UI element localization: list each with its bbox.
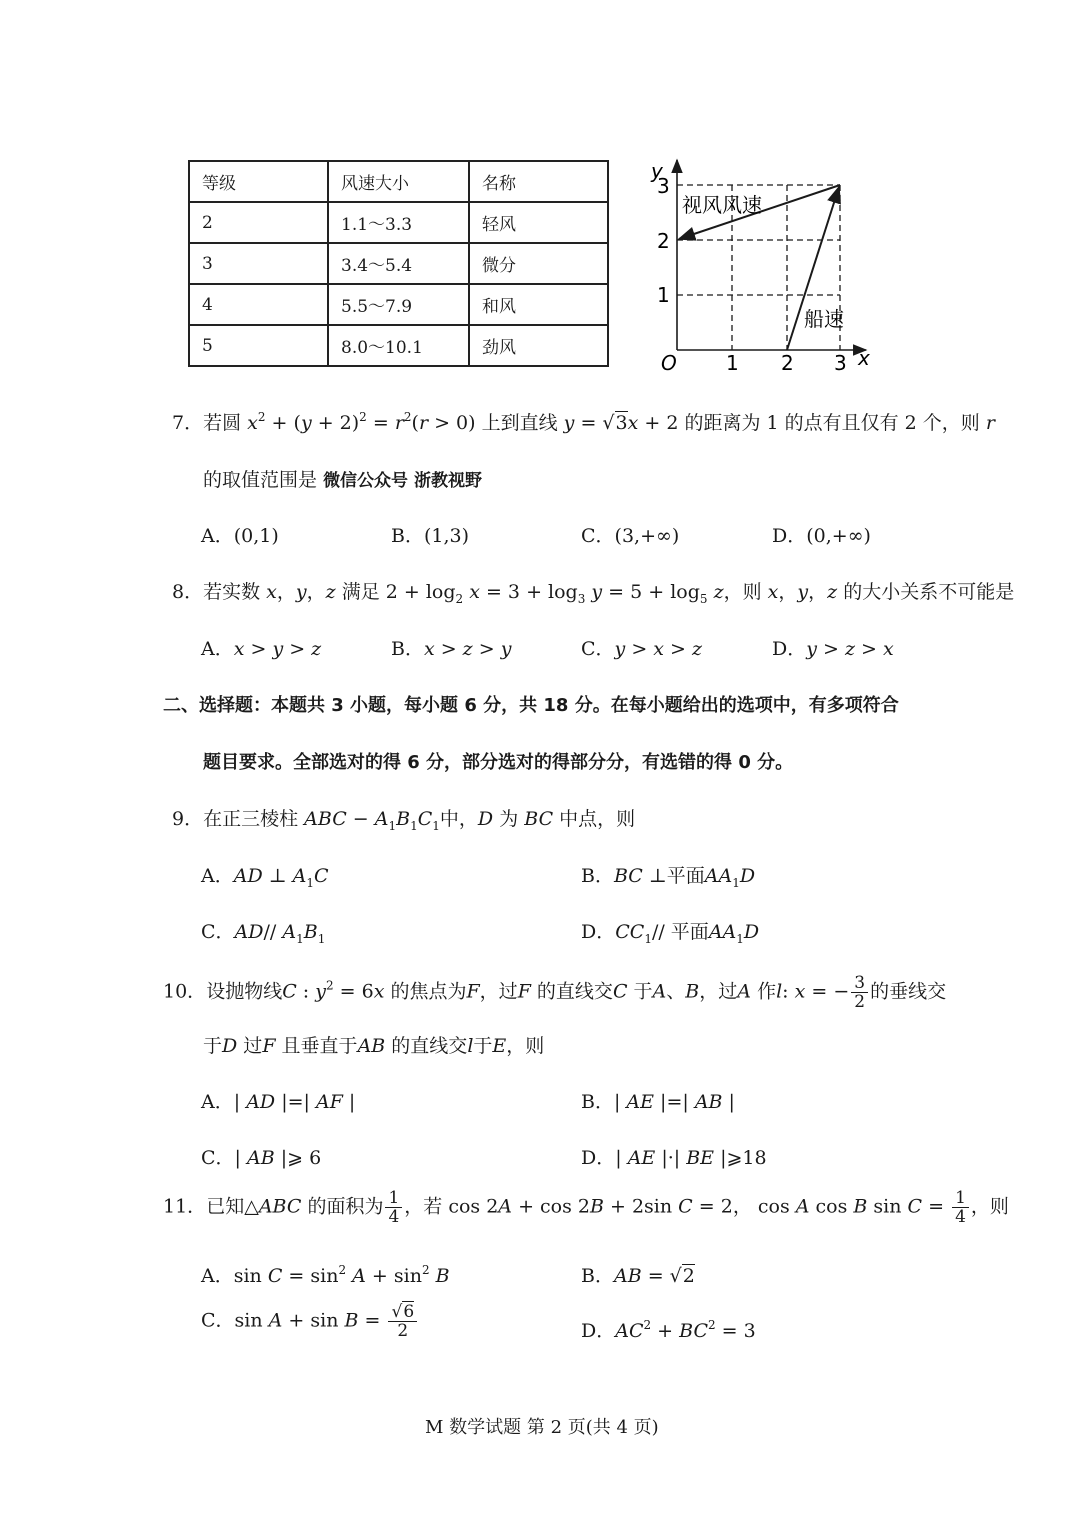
table-header-cell: 风速大小 bbox=[328, 161, 469, 202]
table-cell: 1.1～3.3 bbox=[328, 202, 469, 243]
table-cell: 2 bbox=[189, 202, 328, 243]
table-row bbox=[189, 284, 608, 325]
formula: y = √3x + 2 bbox=[563, 412, 679, 434]
y-tick-label: 1 bbox=[657, 283, 670, 307]
wind-scale-table bbox=[188, 160, 609, 367]
table-cell: 微分 bbox=[469, 243, 608, 284]
option: B．(1,3) bbox=[391, 525, 470, 547]
table-row bbox=[189, 325, 608, 366]
question-number: 7． bbox=[172, 412, 204, 434]
option: C．y > x > z bbox=[581, 638, 703, 660]
option: D．(0,+∞) bbox=[772, 525, 871, 547]
ship-speed-label: 船速 bbox=[804, 307, 844, 331]
option: C．AD// $A_1B_1$ bbox=[201, 921, 326, 946]
wind-vector-diagram bbox=[640, 150, 880, 390]
option: B．x > z > y bbox=[391, 638, 512, 660]
option: B．BC ⊥平面$AA_1D$ bbox=[581, 865, 756, 890]
table-cell: 劲风 bbox=[469, 325, 608, 366]
question-10-line-1: 10．设抛物线C : $y^2 = 6x$ 的焦点为F，过F 的直线交C 于A、B，过A 作l: x = − $\frac{3}{2}$ 的垂线交 bbox=[163, 973, 947, 1012]
table-row bbox=[189, 243, 608, 284]
table-cell: 和风 bbox=[469, 284, 608, 325]
x-axis-label: x bbox=[858, 346, 870, 370]
option: D．$AC^2 + BC^2 = 3$ bbox=[581, 1318, 756, 1342]
apparent-wind-label: 视风风速 bbox=[682, 193, 762, 217]
table-row bbox=[189, 202, 608, 243]
origin-label: O bbox=[661, 351, 677, 375]
table-cell: 4 bbox=[189, 284, 328, 325]
option: D．y > z > x bbox=[772, 638, 894, 660]
option: D．$CC_1//$ 平面$AA_1D$ bbox=[581, 921, 760, 946]
question-8-line-1: 8．若实数 x，y，z 满足 $2 + \log_2 x = 3 + \log_3 y = 5 + \log_5 z$，则 x，y，z 的大小关系不可能是 bbox=[172, 581, 1015, 606]
option: C．(3,+∞) bbox=[581, 525, 680, 547]
page-footer: M 数学试题 第 2 页(共 4 页) bbox=[425, 1417, 659, 1438]
question-number: 8． bbox=[172, 581, 204, 603]
table-header-row bbox=[189, 161, 608, 202]
question-7-line-2: 的取值范围是 微信公众号 浙教视野 bbox=[203, 469, 482, 491]
x-tick-label: 3 bbox=[834, 351, 847, 375]
question-7-line-1: 7．若圆 $x^2 + (y + 2)^2 = r^2(r > 0)$ 上到直线 y = √3x + 2 的距离为 1 的点有且仅有 2 个，则 r bbox=[172, 410, 995, 434]
option: B．AB = √2 bbox=[581, 1265, 695, 1287]
option: A．(0,1) bbox=[201, 525, 279, 547]
table-cell: 5.5～7.9 bbox=[328, 284, 469, 325]
question-number: 11． bbox=[163, 1195, 207, 1218]
option: A．$\sin C = \sin^2 A + \sin^2 B$ bbox=[201, 1263, 450, 1287]
question-11-line-1: 11．已知△ABC 的面积为 $\frac{1}{4}$ ，若 cos 2A + cos 2B + 2sin C = 2， cos A cos B sin C = $\frac{1}{4}$ ，则 bbox=[163, 1188, 1009, 1227]
table-header-cell: 等级 bbox=[189, 161, 328, 202]
option: C．| AB |⩾ 6 bbox=[201, 1147, 322, 1169]
watermark-text: 微信公众号 浙教视野 bbox=[323, 471, 482, 491]
section-heading: 二、选择题：本题共 3 小题，每小题 6 分，共 18 分。在每小题给出的选项中，有多项符合 bbox=[163, 695, 899, 716]
option: C．sin A + sin B = $\frac{√6}{2}$ bbox=[201, 1303, 419, 1340]
question-9-line-1: 9．在正三棱柱 ABC − $A_1B_1C_1$中，D 为 BC 中点，则 bbox=[172, 808, 636, 833]
option: B．| AE |=| AB | bbox=[581, 1091, 735, 1113]
option: D．| AE |·| BE |⩾18 bbox=[581, 1147, 767, 1169]
option: A．AD ⊥ $A_1C$ bbox=[201, 865, 329, 890]
formula: $2 + \log_2 x = 3 + \log_3 y = 5 + \log_5 z$ bbox=[385, 581, 724, 606]
fraction: $\frac{3}{2}$ bbox=[851, 974, 868, 1011]
y-axis-label: y bbox=[651, 159, 663, 183]
table-cell: 轻风 bbox=[469, 202, 608, 243]
x-tick-label: 1 bbox=[726, 351, 739, 375]
option: A．| AD |=| AF | bbox=[201, 1091, 356, 1113]
y-tick-label: 3 bbox=[657, 174, 670, 198]
table-cell: 3 bbox=[189, 243, 328, 284]
table-cell: 3.4～5.4 bbox=[328, 243, 469, 284]
question-10-line-2: 于D 过F 且垂直于AB 的直线交l于E，则 bbox=[203, 1035, 545, 1057]
question-number: 9． bbox=[172, 808, 204, 830]
table-header-cell: 名称 bbox=[469, 161, 608, 202]
formula: $x^2 + (y + 2)^2 = r^2(r > 0)$ bbox=[247, 410, 476, 434]
question-number: 10． bbox=[163, 980, 207, 1003]
y-tick-label: 2 bbox=[657, 229, 670, 253]
fraction: $\frac{√6}{2}$ bbox=[388, 1303, 417, 1340]
table-cell: 5 bbox=[189, 325, 328, 366]
x-tick-label: 2 bbox=[781, 351, 794, 375]
fraction: $\frac{1}{4}$ bbox=[952, 1189, 969, 1226]
option: A．x > y > z bbox=[201, 638, 322, 660]
fraction: $\frac{1}{4}$ bbox=[385, 1189, 402, 1226]
section-heading-cont: 题目要求。全部选对的得 6 分，部分选对的得部分分，有选错的得 0 分。 bbox=[203, 752, 794, 773]
table-cell: 8.0～10.1 bbox=[328, 325, 469, 366]
